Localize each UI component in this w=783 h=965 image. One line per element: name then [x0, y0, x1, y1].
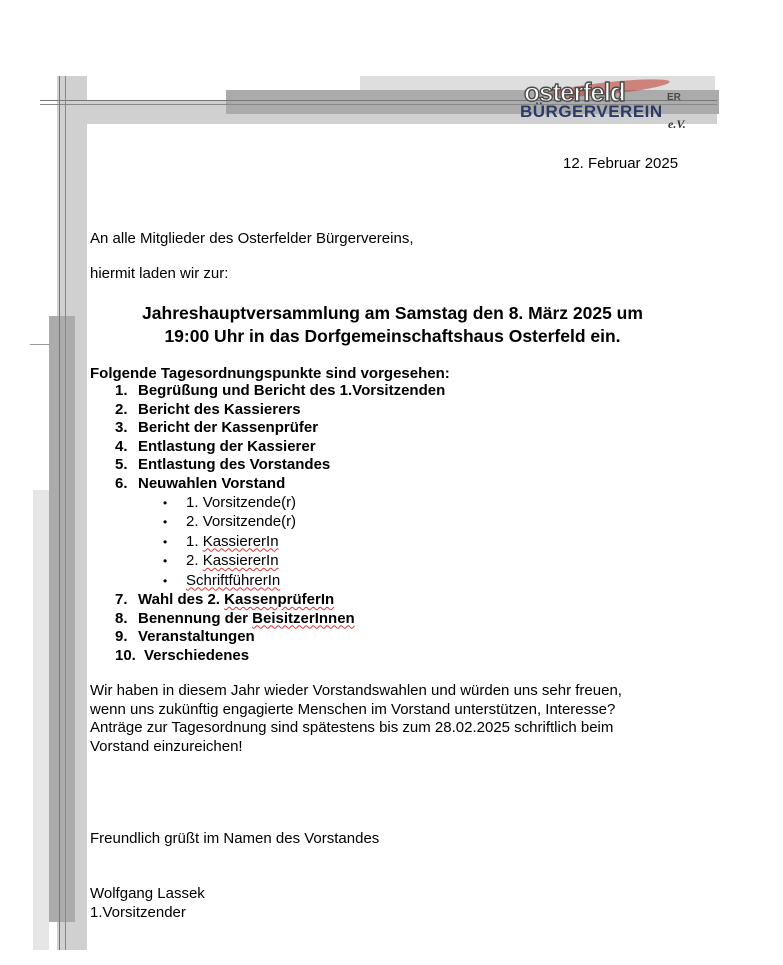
agenda-item-label: Neuwahlen Vorstand	[138, 474, 286, 492]
agenda-item-number: 10.	[115, 646, 136, 664]
deco-thin-vertical-line-2	[65, 76, 66, 950]
paragraph-line-4: Vorstand einzureichen!	[90, 737, 243, 755]
headline-line-2: 19:00 Uhr in das Dorfgemeinschaftshaus Osterfeld ein.	[164, 326, 621, 346]
paragraph-line-3: Anträge zur Tagesordnung sind spätestens bis zum 28.02.2025 schriftlich beim	[90, 719, 614, 736]
deco-dark-vertical-bar	[49, 316, 75, 922]
agenda-item-label: Veranstaltungen	[138, 628, 255, 645]
subitem-prefix: 1.	[186, 532, 203, 550]
agenda-item-number: 3.	[115, 419, 128, 436]
agenda-item-number: 7.	[115, 591, 128, 608]
bullet-icon: •	[163, 515, 168, 529]
agenda-item-number: 9.	[115, 628, 128, 645]
bullet-icon: •	[163, 573, 168, 588]
logo-bottom-word: BÜRGERVEREIN	[520, 102, 663, 121]
agenda-item-label: Entlastung der Kassierer	[138, 437, 316, 455]
deco-light-left-column	[33, 490, 49, 950]
greeting: An alle Mitglieder des Osterfelder Bürgervereins,	[90, 230, 414, 247]
letter-date: 12. Februar 2025	[563, 155, 679, 172]
logo-ev: e.V.	[668, 117, 686, 131]
bullet-icon: •	[163, 495, 168, 510]
agenda-item-number: 5.	[115, 456, 128, 473]
info-paragraph	[90, 682, 690, 756]
closing-line: Freundlich grüßt im Namen des Vorstandes	[90, 830, 380, 847]
agenda-item-number: 2.	[115, 400, 128, 418]
signature-name: Wolfgang Lassek	[90, 885, 205, 902]
agenda-item-number: 8.	[115, 609, 128, 627]
agenda-item-label: Begrüßung und Bericht des 1.Vorsitzenden	[138, 382, 446, 399]
subitem-label: KassiererIn	[202, 532, 279, 550]
signature-role: 1.Vorsitzender	[90, 904, 186, 921]
invite-line: hiermit laden wir zur:	[90, 265, 229, 282]
logo-top-word: osterfeld	[524, 77, 625, 107]
agenda-title: Folgende Tagesordnungspunkte sind vorgesehen:	[90, 365, 450, 382]
agenda-item-label-underlined: KassenprüferIn	[224, 591, 335, 608]
association-logo	[520, 79, 710, 131]
subitem-prefix: 2.	[186, 513, 203, 530]
subitem-label: SchriftführerIn	[186, 571, 281, 589]
agenda-item-label: Bericht des Kassierers	[138, 400, 301, 418]
agenda-item-number: 4.	[115, 437, 128, 455]
paragraph-line-1: Wir haben in diesem Jahr wieder Vorstandswahlen und würden uns sehr freuen,	[90, 682, 622, 699]
deco-short-tick	[30, 344, 50, 345]
agenda-item-label: Benennung der	[138, 609, 253, 627]
agenda-item-label: Verschiedenes	[144, 646, 250, 664]
subitem-prefix: 1.	[186, 493, 203, 511]
paragraph-line-2: wenn uns zukünftig engagierte Menschen im Vorstand unterstützen, Interesse?	[90, 700, 616, 718]
subitem-label: KassiererIn	[202, 552, 279, 569]
deco-thin-vertical-line	[59, 76, 60, 950]
bullet-icon: •	[163, 534, 168, 549]
agenda-item-number: 1.	[115, 382, 128, 399]
subitem-label: Vorsitzende(r)	[202, 493, 297, 511]
subitem-prefix: 2.	[186, 552, 203, 569]
agenda-item-label: Entlastung des Vorstandes	[138, 456, 331, 473]
agenda-item-label: Wahl des 2.	[138, 591, 225, 608]
bullet-icon: •	[163, 554, 168, 568]
logo-suffix: ER	[667, 92, 681, 103]
agenda-item-label-underlined: BeisitzerInnen	[252, 609, 355, 627]
meeting-headline	[90, 302, 695, 348]
subitem-label: Vorsitzende(r)	[202, 513, 297, 530]
agenda-item-number: 6.	[115, 474, 128, 492]
agenda-item-label: Bericht der Kassenprüfer	[138, 419, 319, 436]
headline-line-1: Jahreshauptversammlung am Samstag den 8. März 2025 um	[142, 303, 643, 323]
